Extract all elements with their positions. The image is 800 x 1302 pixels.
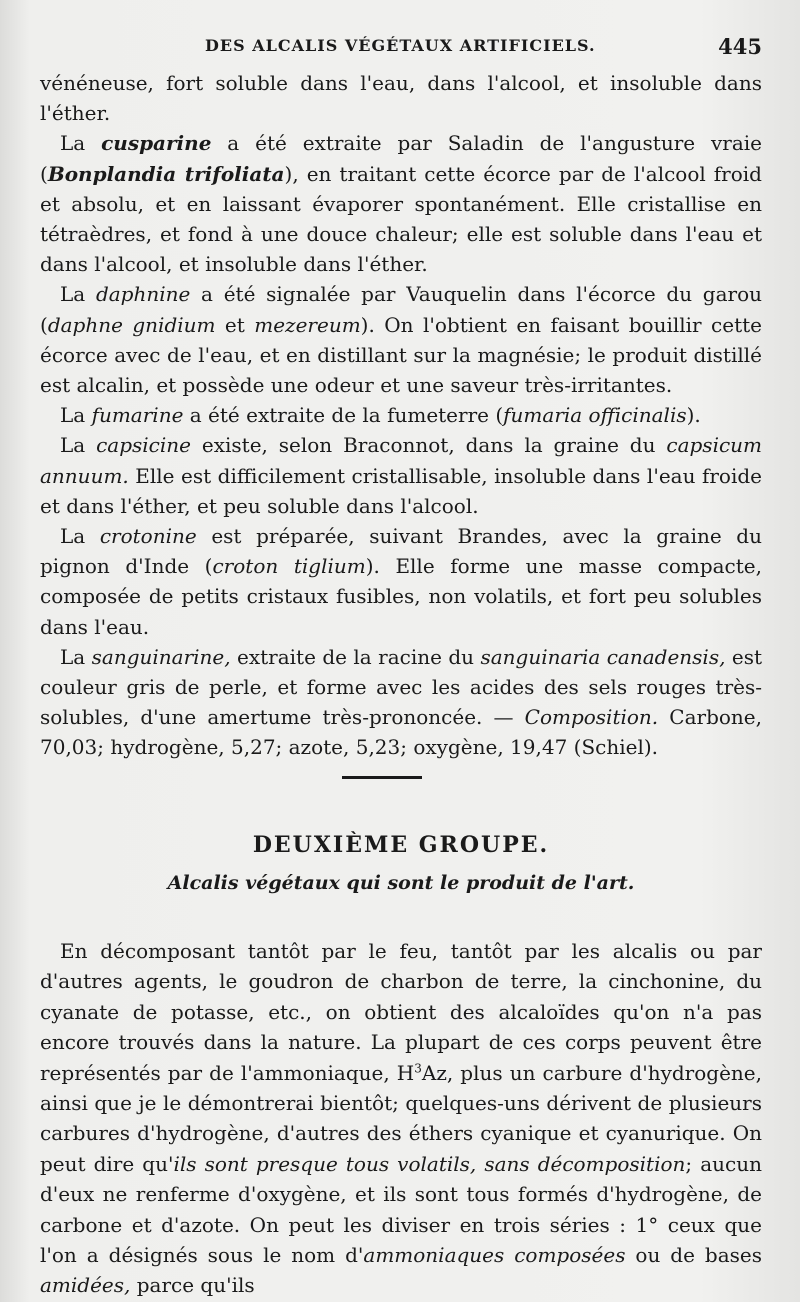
term-cusparine: cusparine (101, 131, 212, 156)
section-title: DEUXIÈME GROUPE. (252, 832, 550, 858)
term-crotonine: crotonine (99, 524, 197, 549)
paragraph-daphnine: La daphnine a été signalée par Vauquelin dans l'écorce du garou (daphne gnidium et mezereum). On l'obtient en faisant bouillir cette écorce avec de l'eau, et en distillant sur la magnésie; le produit distillé est alcalin, et possède une odeur et une saveur très-irritantes. (40, 282, 763, 398)
main-text (40, 68, 762, 763)
term-fumarine: fumarine (91, 403, 184, 428)
paragraph-sanguinarine: La sanguinarine, extraite de la racine du sanguinaria canadensis, est couleur gris de perle, et forme avec les acides des sels rouges très-solubles, d'une amertume très-prononcée. — Composition. Carbone, 70,03; hydrogène, 5,27; azote, 5,23; oxygène, 19,47 (Schiel). (40, 644, 763, 760)
section-divider (342, 776, 422, 779)
paragraph-fumarine: La fumarine a été extraite de la fumeterre (fumaria officinalis). (60, 403, 701, 428)
paragraph-crotonine: La crotonine est préparée, suivant Brandes, avec la graine du pignon d'Inde (croton tiglium). Elle forme une masse compacte, composée de petits cristaux fusibles, non volatils, et fort peu solubles dans l'eau. (40, 524, 762, 639)
section-body (40, 936, 762, 1301)
term-daphnine: daphnine (95, 282, 191, 307)
paragraph-cusparine: La cusparine a été extraite par Saladin de l'angusture vraie (Bonplandia trifoliata), en traitant cette écorce par de l'alcool froid et absolu, et en laissant évaporer spontanément. Elle cristallise en tétraèdres, et fond à une douce chaleur; elle est soluble dans l'eau et dans l'alcool, et insoluble dans l'éther. (40, 131, 762, 277)
term-capsicine: capsicine (96, 433, 191, 458)
page-header (40, 34, 762, 62)
term-sanguinarine: sanguinarine, (91, 644, 231, 669)
paragraph-continuation: vénéneuse, fort soluble dans l'eau, dans l'alcool, et insoluble dans l'éther. (40, 71, 762, 126)
running-head: DES ALCALIS VÉGÉTAUX ARTIFICIELS. (205, 36, 596, 55)
page-number: 445 (718, 34, 762, 59)
section-paragraph: En décomposant tantôt par le feu, tantôt par les alcalis ou par d'autres agents, le goudron de charbon de terre, la cinchonine, du cyanate de potasse, etc., on obtient des alcaloïdes qu'on n'a pas encore trouvés dans la nature. La plupart de ces corps peuvent être représentés par de l'ammoniaque, $H^3Az$, plus un carbure d'hydrogène, ainsi que je le démontrerai bientôt; quelques-uns dérivent de plusieurs carbures d'hydrogène, d'autres des éthers cyanique et cyanurique. On peut dire qu'ils sont presque tous volatils, sans décomposition; aucun d'eux ne renferme d'oxygène, et ils sont tous formés d'hydrogène, de carbone et d'azote. On peut les diviser en trois séries : 1° ceux que l'on a désignés sous le nom d'ammoniaques composées ou de bases amidées, parce qu'ils (40, 939, 762, 1298)
section-subtitle: Alcalis végétaux qui sont le produit de l'art. (167, 872, 635, 894)
paragraph-capsicine: La capsicine existe, selon Braconnot, dans la graine du capsicum annuum. Elle est difficilement cristallisable, insoluble dans l'eau froide et dans l'éther, et peu soluble dans l'alcool. (40, 433, 763, 518)
